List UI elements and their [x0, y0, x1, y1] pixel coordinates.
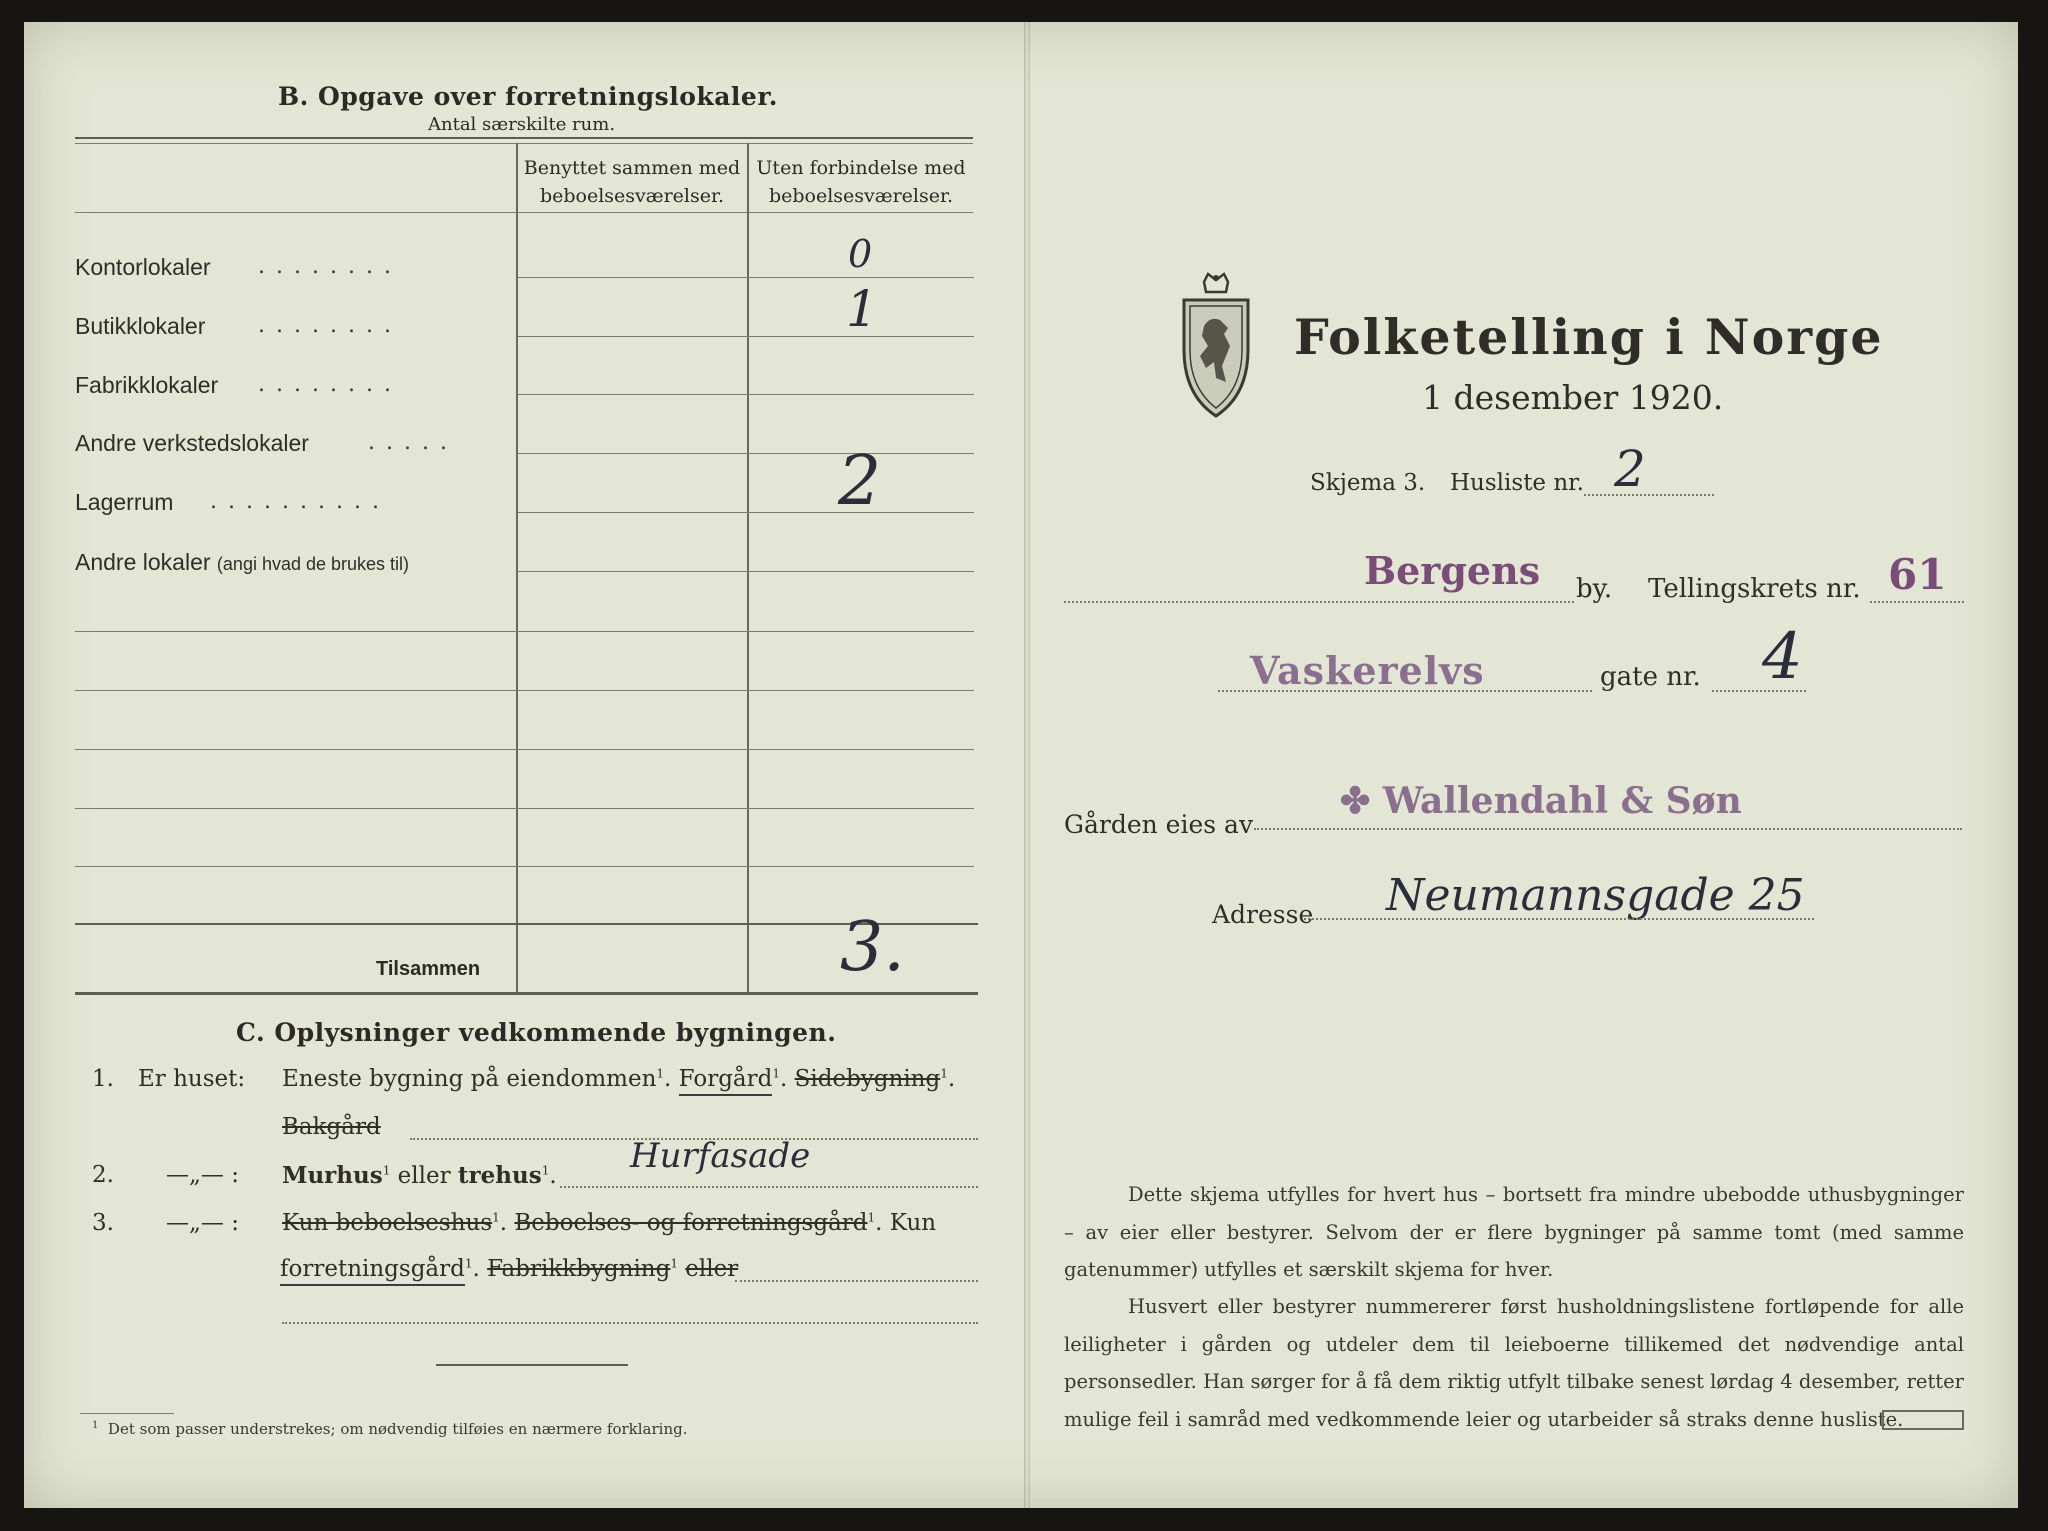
gate-line — [1712, 690, 1806, 692]
total-rule-bottom — [75, 992, 978, 995]
dot-leader: ........ — [258, 313, 402, 338]
item-1-number: 1. — [92, 1066, 114, 1092]
option-kun: Kun — [889, 1210, 937, 1236]
item-1-prefix: Er huset: — [138, 1066, 246, 1092]
fill-line — [282, 1322, 978, 1324]
footnote-text: Det som passer understrekes; om nødvendig tilføies en nærmere forklaring. — [107, 1420, 688, 1438]
option-kun-beboelseshus: Kun beboelseshus — [282, 1210, 493, 1236]
option-forgard: Forgård — [679, 1066, 773, 1096]
option-sidebygning: Sidebygning — [794, 1066, 941, 1092]
item-3-line-2: forretningsgård$^1$. Fabrikkbygning$^1$ eller — [280, 1256, 738, 1282]
row-label-fabrikklokaler: Fabrikklokaler — [75, 372, 219, 398]
owner-value: Wallendahl & Søn — [1382, 780, 1742, 822]
value-butikklokaler: 1 — [846, 280, 878, 338]
andre-lokaler-label: Andre lokaler — [75, 549, 211, 575]
row-rule — [75, 808, 974, 809]
item-2-handwritten: Hurfasade — [630, 1136, 811, 1176]
row-label-andre-verkstedslokaler: Andre verkstedslokaler — [75, 430, 309, 456]
option-trehus: trehus — [457, 1162, 542, 1189]
table-top-rule — [75, 137, 973, 139]
column-header-without-dwelling: Uten forbindelse med beboelsesværelser. — [756, 157, 966, 207]
row-rule — [518, 571, 974, 572]
fill-line — [735, 1280, 978, 1282]
row-label-andre-lokaler — [75, 549, 409, 576]
husliste-line — [1584, 494, 1714, 496]
street-line — [1218, 690, 1592, 692]
item-3-number: 3. — [92, 1210, 114, 1236]
owner-label: Gården eies av — [1064, 810, 1254, 839]
city-line — [1064, 601, 1574, 603]
page-fold — [1024, 22, 1030, 1508]
fill-line — [560, 1186, 978, 1188]
row-rule — [518, 394, 974, 395]
item-2-number: 2. — [92, 1162, 114, 1188]
dot-leader: ........ — [258, 372, 402, 397]
table-header-rule — [75, 212, 973, 213]
dot-leader: ........ — [258, 254, 402, 279]
printer-mark — [1882, 1410, 1964, 1430]
address-value: Neumannsgade 25 — [1386, 870, 1805, 921]
row-rule — [518, 277, 974, 278]
city-value: Bergens — [1364, 548, 1541, 593]
tellingskrets-value: 61 — [1888, 550, 1947, 599]
section-b-title: B. Opgave over forretningslokaler. — [278, 82, 778, 111]
instruction-paragraph-1: Dette skjema utfylles for hvert hus – bortsett fra mindre ubebodde uthusbygninger – av eier eller bestyrer. Selvom der er flere bygninger på samme tomt (med samme gatenummer) utfylles et særskilt skjema for hver. — [1064, 1183, 1964, 1281]
row-rule — [75, 631, 974, 632]
dot-leader: .......... — [210, 489, 390, 514]
row-rule — [518, 512, 974, 513]
total-label: Tilsammen — [376, 958, 481, 980]
item-3-options: Kun beboelseshus$^1$. Beboelses- og forretningsgård$^1$. Kun — [282, 1210, 937, 1236]
section-end-rule — [436, 1364, 628, 1366]
row-label-kontorlokaler: Kontorlokaler — [75, 254, 211, 280]
column-header-with-dwelling: Benyttet sammen med beboelsesværelser. — [523, 157, 741, 207]
item-2-ditto: —„— : — [166, 1162, 239, 1188]
gate-value: 4 — [1762, 620, 1803, 694]
item-2-options: Murhus$^1$ eller trehus$^1$. — [282, 1162, 557, 1189]
tellingskrets-line — [1870, 601, 1964, 603]
option-bakgard: Bakgård — [282, 1114, 381, 1140]
form-date: 1 desember 1920. — [1422, 378, 1724, 417]
by-label: by. — [1576, 574, 1613, 604]
option-murhus: Murhus — [282, 1162, 383, 1189]
section-b-subtitle: Antal særskilte rum. — [428, 114, 616, 135]
row-rule — [518, 453, 974, 454]
footnote-rule — [80, 1413, 174, 1414]
footnote: $^1$ Det som passer understrekes; om nødvendig tilføies en nærmere forklaring. — [92, 1420, 688, 1438]
owner-stamp: ✤ Wallendahl & Søn — [1340, 780, 1742, 822]
schema-label: Skjema 3. — [1310, 470, 1426, 496]
item-1-options: Eneste bygning på eiendommen$^1$. Forgård$^1$. Sidebygning$^1$. — [282, 1066, 955, 1092]
husliste-label: Husliste nr. — [1450, 470, 1584, 496]
row-rule — [518, 336, 974, 337]
gate-label: gate nr. — [1600, 662, 1701, 692]
option-beboelses-og-forretningsgard: Beboelses- og forretningsgård — [514, 1210, 868, 1236]
street-stamp: Vaskerelvs — [1250, 648, 1485, 693]
row-rule — [75, 866, 974, 867]
row-label-lagerrum: Lagerrum — [75, 489, 174, 515]
option-forretningsgard: forretningsgård — [280, 1256, 465, 1286]
item-3-ditto: —„— : — [166, 1210, 239, 1236]
address-line — [1304, 918, 1814, 920]
tellingskrets-label: Tellingskrets nr. — [1648, 574, 1861, 604]
value-kontorlokaler: 0 — [848, 232, 873, 276]
instruction-paragraph-2: Husvert eller bestyrer nummererer først husholdningslistene fortløpende for alle leiligheter i gården og utdeler dem til leieboerne tillikemed det nødvendige antal personsedler. Han sørger for å få dem riktig utfylt tilbake senest lørdag 4 desember, retter mulige feil i samråd med vedkommende leier og utarbeider så straks denne husliste. — [1064, 1295, 1964, 1431]
row-label-butikklokaler: Butikklokaler — [75, 313, 206, 339]
option-fabrikkbygning: Fabrikkbygning — [487, 1256, 671, 1282]
item-2-eller: eller — [397, 1163, 451, 1189]
andre-lokaler-note: (angi hvad de brukes til) — [216, 554, 410, 574]
section-c-title: C. Oplysninger vedkommende bygningen. — [236, 1018, 837, 1047]
owner-line — [1254, 828, 1962, 830]
address-label: Adresse — [1212, 900, 1314, 929]
total-value: 3. — [840, 908, 905, 987]
husliste-value: 2 — [1614, 440, 1646, 498]
dot-leader: ..... — [368, 430, 458, 455]
option-eller: eller — [685, 1256, 739, 1282]
value-lagerrum: 2 — [838, 442, 882, 521]
option-eneste-bygning: Eneste bygning på eiendommen — [282, 1066, 657, 1092]
row-rule — [75, 690, 974, 691]
form-title: Folketelling i Norge — [1294, 308, 1884, 366]
table-top-rule-2 — [75, 143, 973, 144]
row-rule — [75, 749, 974, 750]
norway-coat-of-arms-icon — [1176, 270, 1256, 420]
